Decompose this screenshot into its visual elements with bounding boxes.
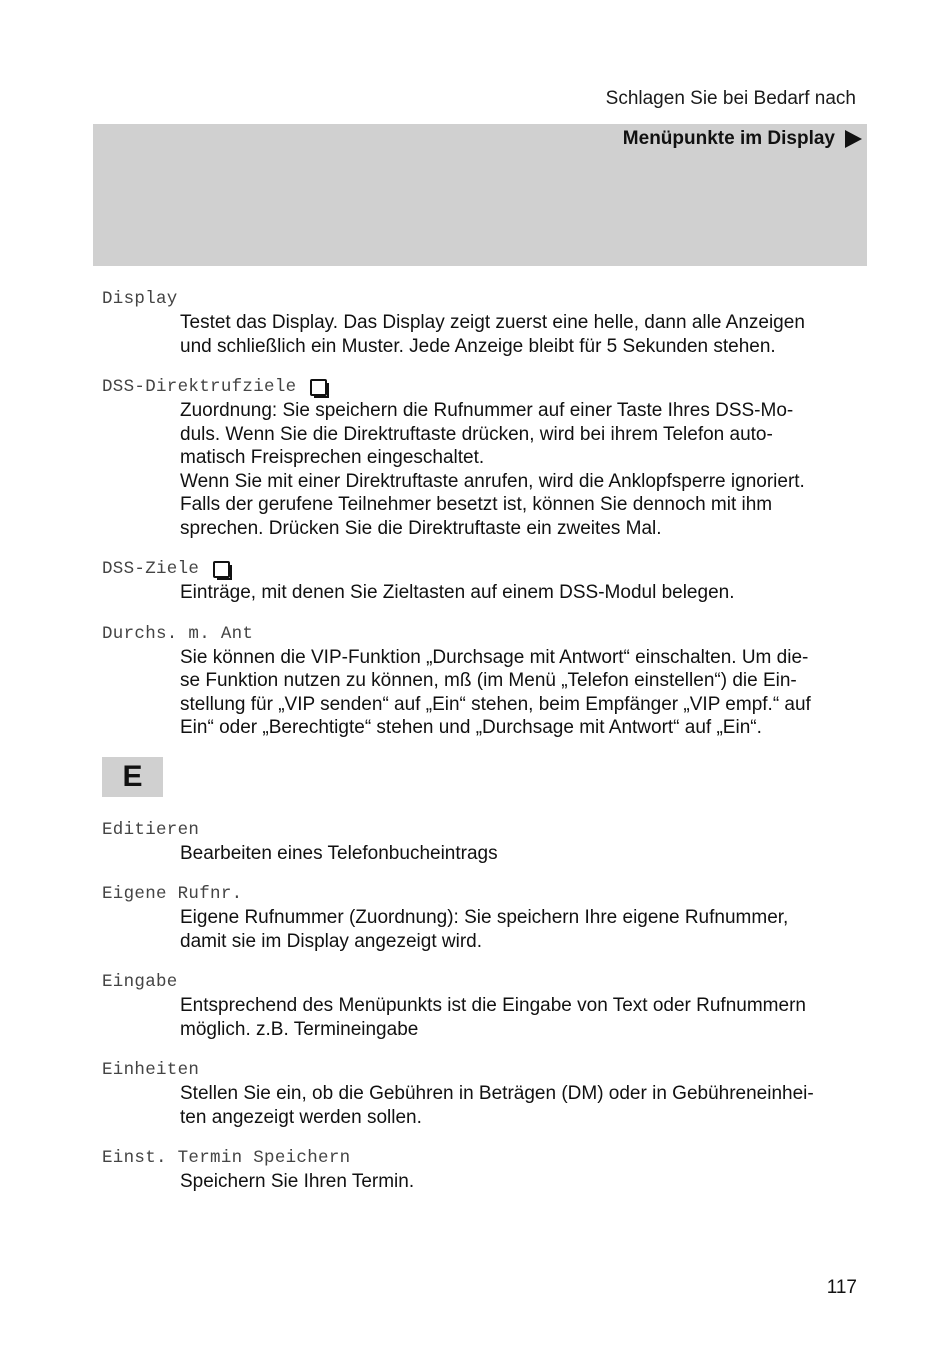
section-letter-badge: E [102, 757, 163, 797]
glossary-entry-dss-ziele [102, 557, 862, 605]
entry-description: Bearbeiten eines Telefonbucheintrags [180, 842, 498, 864]
entry-term-text: Eigene Rufnr. [102, 884, 243, 904]
entry-term [102, 287, 862, 311]
entry-term-text: Editieren [102, 819, 200, 840]
entry-term-text: Display [102, 289, 178, 309]
glossary-entry-dss-direktrufziele [102, 375, 862, 540]
entry-term [102, 818, 862, 842]
entry-term-text: Durchs. m. Ant [102, 623, 254, 644]
entry-description: Testet das Display. Das Display zeigt zuerst eine helle, dann alle Anzeigen und schließlich ein Muster. Jede Anzeige bleibt für 5 Sekunden stehen. [180, 312, 805, 357]
glossary-entry-einst-termin [102, 1146, 862, 1194]
entry-term [102, 1146, 862, 1170]
glossary-entry-display [102, 287, 862, 358]
entry-description: Einträge, mit denen Sie Zieltasten auf einem DSS-Modul belegen. [180, 582, 735, 603]
entry-term-text: Einst. Termin Speichern [102, 1148, 351, 1168]
glossary-entry-durchsage [102, 622, 862, 740]
submenu-box-icon [310, 379, 327, 396]
entry-description: Stellen Sie ein, ob die Gebühren in Beträgen (DM) oder in Gebühreneinhei- ten angezeigt werden sollen. [180, 1083, 814, 1128]
entry-term [102, 1058, 862, 1082]
glossary-entry-eigene-rufnr [102, 882, 862, 953]
section-title-text: Menüpunkte im Display [622, 128, 835, 149]
section-title [623, 128, 862, 150]
entry-term-text: Einheiten [102, 1060, 200, 1080]
entry-term-text: Eingabe [102, 972, 178, 992]
entry-term [102, 882, 862, 906]
glossary-list [102, 287, 862, 1211]
entry-description: Speichern Sie Ihren Termin. [180, 1171, 415, 1192]
entry-description: Zuordnung: Sie speichern die Rufnummer auf einer Taste Ihres DSS-Mo- duls. Wenn Sie die Direktruftaste drücken, wird bei ihrem Telefon auto- matisch Freisprechen eingeschaltet. Wenn Sie mit einer Direktruftaste anrufen, wird die Anklopfsperre ignoriert. Falls der gerufene Teilnehmer besetzt ist, können Sie dennoch mit ihm sprechen. Drücken Sie die Direktruftaste ein zweites Mal. [180, 400, 805, 539]
lookup-heading: Schlagen Sie bei Bedarf nach [605, 88, 856, 109]
entry-term-text: DSS-Direktrufziele [102, 377, 297, 397]
entry-term [102, 970, 862, 994]
glossary-entry-eingabe [102, 970, 862, 1041]
entry-term [102, 622, 862, 646]
glossary-entry-einheiten [102, 1058, 862, 1129]
entry-term-text: DSS-Ziele [102, 559, 200, 579]
glossary-entry-editieren [102, 818, 862, 866]
submenu-box-icon [213, 561, 230, 578]
triangle-right-icon [845, 130, 862, 148]
entry-term [102, 375, 862, 399]
entry-description: Sie können die VIP-Funktion „Durchsage mit Antwort“ einschalten. Um die- se Funktion nutzen zu können, mß (im Menü „Telefon einstellen“) die Ein- stellung für „VIP senden“ auf „Ein“ stehen, beim Empfänger „VIP empf.“ auf Ein“ oder „Berechtigte“ stehen und „Durchsage mit Antwort“ auf „Ein“. [180, 646, 811, 738]
entry-description: Eigene Rufnummer (Zuordnung): Sie speichern Ihre eigene Rufnummer, damit sie im Display angezeigt wird. [180, 907, 789, 952]
page-number: 117 [826, 1277, 857, 1298]
entry-term [102, 557, 862, 581]
entry-description: Entsprechend des Menüpunkts ist die Eingabe von Text oder Rufnummern möglich. z.B. Termineingabe [180, 995, 806, 1040]
